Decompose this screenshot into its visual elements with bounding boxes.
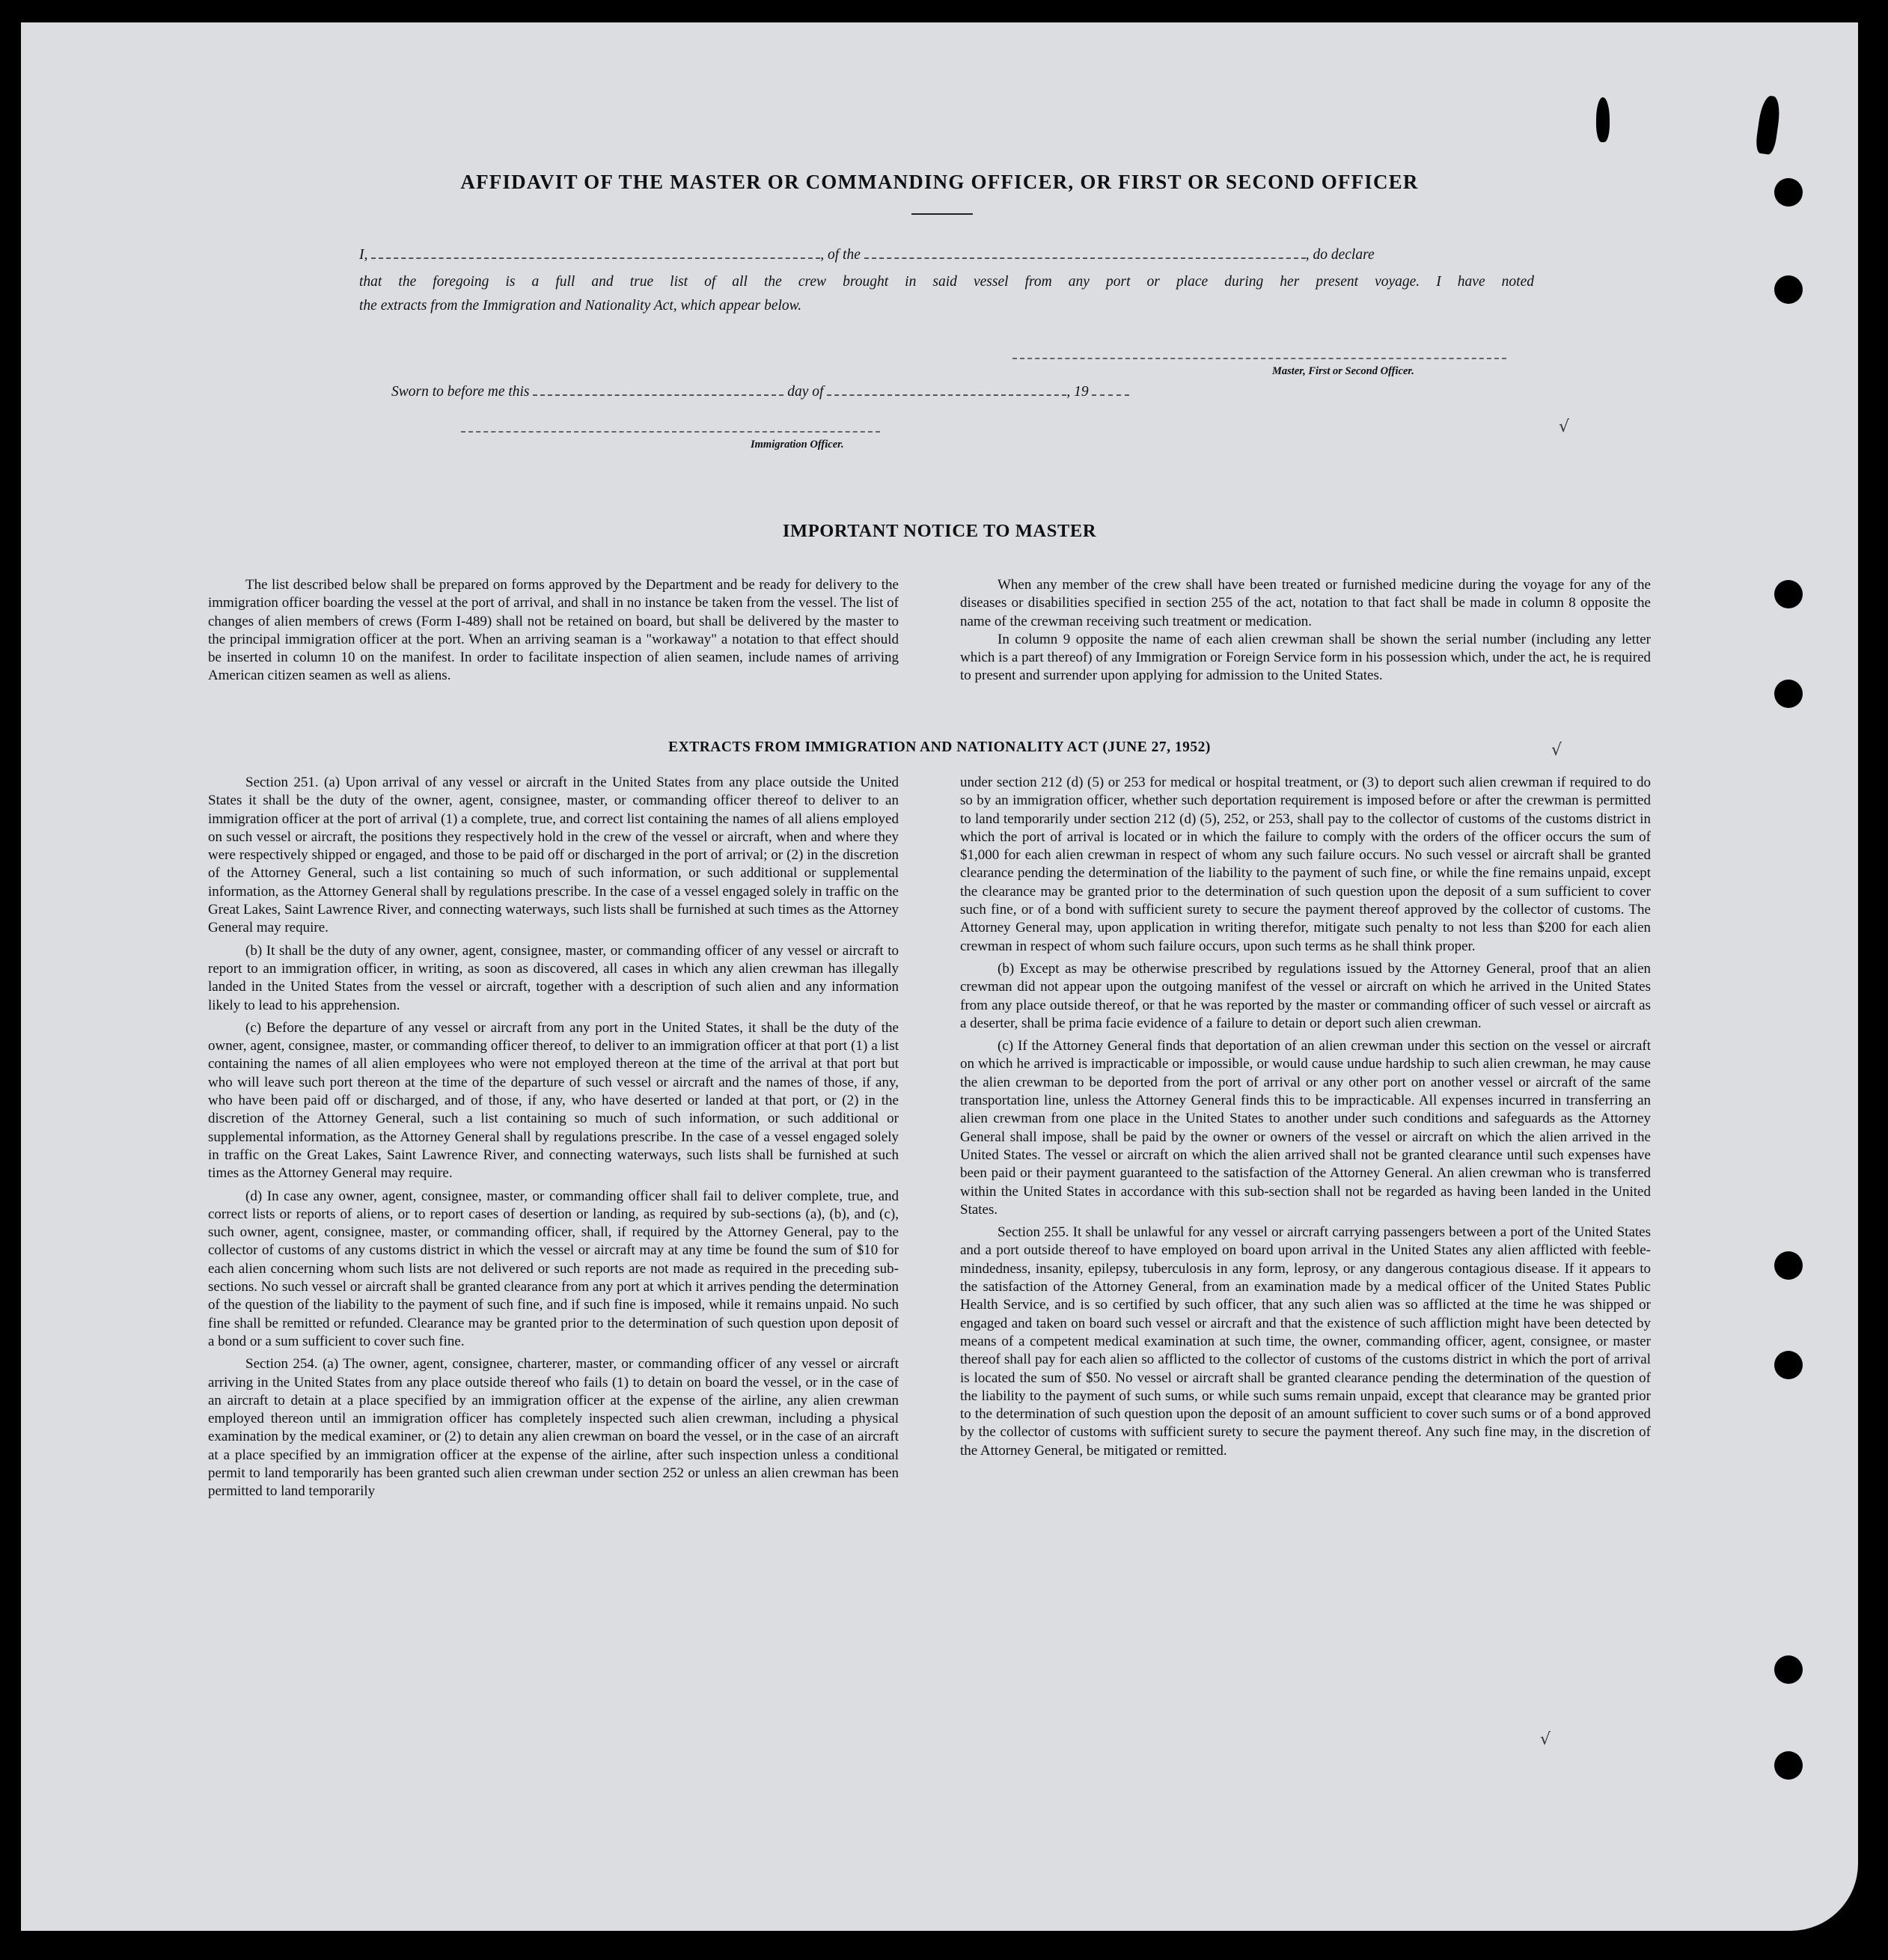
section-254-b: (b) Except as may be otherwise prescribed by regulations issued by the Attorney General, proof that an alien crewman did not appear upon the outgoing manifest of the vessel or aircraft on which he arrived in the United States from any place outside thereof, or that he was reported by the master or commanding officer of such vessel or aircraft as a deserter, shall be prima facie evidence of a failure to detain or deport such alien crewman.: [960, 960, 1651, 1031]
sworn-day-of: day of: [787, 384, 824, 400]
master-signature-label: Master, First or Second Officer.: [1272, 365, 1414, 377]
binder-hole: [1774, 1251, 1803, 1280]
check-mark: √: [1540, 1730, 1551, 1749]
extracts-left-column: [208, 774, 899, 1506]
binder-hole: [1774, 275, 1803, 304]
binder-hole: [1774, 580, 1803, 608]
sworn-prefix: Sworn to before me this: [391, 384, 530, 400]
punch-mark: [1755, 95, 1782, 156]
check-mark: √: [1551, 741, 1562, 760]
section-254-c: (c) If the Attorney General finds that deportation of an alien crewman under this section on the vessel or aircraft on which he arrived is impracticable or impossible, or would cause undue hardship to such alien crewman, he may cause the alien crewman to be deported from the port of arrival or any other port on another vessel or aircraft of the same transportation line, unless the Attorney General finds this to be impracticable. All expenses incurred in transferring an alien crewman from one place in the United States to another under such conditions and safeguards as the Attorney General shall impose, shall be paid by the owner or owners of the vessel or aircraft on which the alien arrived in the United States. The vessel or aircraft on which the alien arrived shall not be granted clearance until such expenses have been paid or their payment guaranteed to the satisfaction of the Attorney General. An alien crewman who is transferred within the United States in accordance with this sub-section shall not be regarded as having been landed in the United States.: [960, 1038, 1651, 1218]
punch-mark: [1596, 97, 1610, 142]
binder-hole: [1774, 1655, 1803, 1684]
declaration-i: I,: [359, 247, 368, 263]
master-signature-line[interactable]: [1012, 358, 1506, 359]
declaration-of-the: , of the: [820, 247, 861, 263]
sworn-line: [391, 384, 1129, 400]
document-page: [21, 22, 1858, 1931]
declaration-declare: , do declare: [1305, 247, 1375, 263]
binder-hole: [1774, 1751, 1803, 1780]
immigration-officer-label: Immigration Officer.: [751, 439, 844, 451]
section-254-a-continued: under section 212 (d) (5) or 253 for medical or hospital treatment, or (3) to deport such alien crewman if required to do so by an immigration officer, whether such deportation requirement is imposed before or after the crewman is permitted to land temporarily under section 212 (d) (5), 252, or 253, shall pay to the collector of customs of the customs district in which the port of arrival is located or in which the failure to comply with the orders of the officer occurs the sum of $1,000 for each alien crewman in respect of whom any such failure occurs. No such vessel or aircraft shall be granted clearance pending the determination of the liability to the payment of such fine, or while the fine remains unpaid, except the clearance may be granted prior to the determination of such question upon the deposit of a sum sufficient to cover such fine, or of a bond with sufficient surety to secure the payment thereof approved by the collector of customs. The Attorney General may, upon application in writing therefor, mitigate such penalty to not less than $200 for each alien crewman in respect of whom such failure occurs, upon such terms as he shall think proper.: [960, 775, 1651, 954]
name-field[interactable]: [371, 247, 820, 259]
binder-hole: [1774, 1351, 1803, 1379]
sworn-day-field[interactable]: [533, 384, 783, 396]
notice-right-paragraph: When any member of the crew shall have been treated or furnished medicine during the voyage for any of the diseases or disabilities specified in section 255 of the act, notation to that fact shall be made in column 8 opposite the name of the crewman receiving such treatment or medication.: [960, 577, 1651, 629]
binder-hole: [1774, 680, 1803, 708]
section-251-c: (c) Before the departure of any vessel or aircraft from any port in the United States, it shall be the duty of the owner, agent, consignee, master, or commanding officer thereof, to deliver to an immigration officer at that port (1) a list containing the names of all alien employees who were not employed thereon at the time of the arrival at that port but who will leave such port thereon at the time of the departure of such vessel or aircraft and the names of those, if any, who have been paid off or discharged, and of those, if any, who have deserted or landed at that port, or (2) in the discretion of the Attorney General, such a list containing so much of such information, or such additional or supplemental information, as the Attorney General shall by regulations prescribe. In the case of a vessel engaged solely in traffic on the Great Lakes, Saint Lawrence River, and connecting waterways, such lists shall be furnished at such times as the Attorney General may require.: [208, 1019, 899, 1182]
affidavit-title: AFFIDAVIT OF THE MASTER OR COMMANDING OFFICER, OR FIRST OR SECOND OFFICER: [460, 171, 1419, 193]
sworn-year: , 19: [1066, 384, 1089, 400]
title-rule: [911, 213, 973, 215]
check-mark: √: [1559, 418, 1570, 436]
section-251-d: (d) In case any owner, agent, consignee, master, or commanding officer shall fail to deliver complete, true, and correct lists or reports of aliens, or to report cases of desertion or landing, as required by sub-sections (a), (b), and (c), such owner, agent, consignee, master, or commanding officer, shall, if required by the Attorney General, pay to the collector of customs of any customs district in which the vessel or aircraft may at any time be found the sum of $10 for each alien concerning whom such lists are not delivered or such reports are not made as required in the preceding sub-sections. No such vessel or aircraft shall be granted clearance from any port at which it arrives pending the determination of the question of the liability to the payment of such fine, and if such fine is imposed, while it remains unpaid. No such fine shall be remitted or refunded. Clearance may be granted prior to the determination of such question upon deposit of a bond or a sum sufficient to cover such fine.: [208, 1188, 899, 1349]
section-254-a: Section 254. (a) The owner, agent, consignee, charterer, master, or commanding officer of any vessel or aircraft arriving in the United States from any place outside thereof who fails (1) to detain on board the vessel, or in the case of an aircraft to detain at a place specified by an immigration officer at the expense of the airline, any alien crewman employed thereon until an immigration officer has completely inspected such alien crewman, including a physical examination by the medical examiner, or (2) to detain any alien crewman on board the vessel, or in the case of an aircraft at a place specified by an immigration officer at the expense of the airline, after such inspection unless a conditional permit to land temporarily has been granted such alien crewman under section 252 or unless an alien crewman has been permitted to land temporarily: [208, 1356, 899, 1500]
notice-left-paragraph: The list described below shall be prepared on forms approved by the Department and be ready for delivery to the immigration officer boarding the vessel at the port of arrival, and shall in no instance be taken from the vessel. The list of changes of alien members of crews (Form I-489) shall not be retained on board, but shall be delivered by the master to the principal immigration officer at the port. When an arriving seaman is a "workaway" a notation to that effect should be inserted in column 10 on the manifest. In order to facilitate inspection of alien seamen, include names of arriving American citizen seamen as well as aliens.: [208, 577, 899, 684]
sworn-month-field[interactable]: [827, 384, 1066, 396]
immigration-officer-signature-line[interactable]: [461, 431, 880, 433]
notice-right-paragraph: In column 9 opposite the name of each alien crewman shall be shown the serial number (including any letter which is a part thereof) of any Immigration or Foreign Service form in his possession which, under the act, he is required to present and surrender upon applying for admission to the United States.: [960, 631, 1651, 684]
vessel-field[interactable]: [864, 247, 1306, 259]
extracts-heading: EXTRACTS FROM IMMIGRATION AND NATIONALITY ACT (JUNE 27, 1952): [668, 739, 1211, 755]
section-255: Section 255. It shall be unlawful for any vessel or aircraft carrying passengers between a port of the United States and a port outside thereof to have employed on board upon arrival in the United States any alien afflicted with feeble-mindedness, insanity, epilepsy, tuberculosis in any form, leprosy, or any dangerous contagious disease. If it appears to the satisfaction of the Attorney General, from an examination made by a medical officer of the United States Public Health Service, and is so certified by such officer, that any such alien was so afflicted at the time he was shipped or engaged and taken on board such vessel or aircraft and that the existence of such affliction might have been detected by means of a competent medical examination at such time, the owner, commanding officer, agent, consignee, or master thereof shall pay for each alien so afflicted to the collector of customs of the customs district in which the port of arrival is located the sum of $50. No vessel or aircraft shall be granted clearance pending the determination of the question of the liability to the payment of such sums, or while such sums remain unpaid, except that clearance may be granted prior to the determination of such question upon the deposit of an amount sufficient to cover such sums or of a bond approved by the collector of customs with sufficient surety to secure the payment thereof. Any such fine may, in the discretion of the Attorney General, be mitigated or remitted.: [960, 1224, 1651, 1459]
notice-heading: IMPORTANT NOTICE TO MASTER: [782, 521, 1097, 541]
declaration-line-1: [359, 247, 1534, 263]
declaration-line-2: that the foregoing is a full and true list of all the crew brought in said vessel from any port or place during her present voyage. I have noted: [359, 274, 1534, 290]
sworn-year-field[interactable]: [1092, 384, 1129, 396]
section-251-a: Section 251. (a) Upon arrival of any vessel or aircraft in the United States from any place outside the United States it shall be the duty of the owner, agent, consignee, master, or commanding officer thereof to deliver to an immigration officer at the port of arrival (1) a complete, true, and correct list containing the names of all aliens employed on such vessel or aircraft, the positions they respectively hold in the crew of the vessel or aircraft, when and where they were respectively shipped or engaged, and those to be paid off or discharged in the port of arrival; or (2) in the discretion of the Attorney General, such a list containing so much of such information, or such additional or supplemental information, as the Attorney General shall by regulations prescribe. In the case of a vessel engaged solely in traffic on the Great Lakes, Saint Lawrence River, and connecting waterways, such lists shall be furnished at such times as the Attorney General may require.: [208, 775, 899, 936]
notice-left-column: [208, 576, 899, 686]
extracts-right-column: [960, 774, 1651, 1465]
section-251-b: (b) It shall be the duty of any owner, agent, consignee, master, or commanding officer of any vessel or aircraft to report to an immigration officer, in writing, as soon as discovered, all cases in which any alien crewman has illegally landed in the United States from the vessel or aircraft, together with a description of such alien and any information likely to lead to his apprehension.: [208, 942, 899, 1013]
notice-right-column: [960, 576, 1651, 686]
declaration-line-3: the extracts from the Immigration and Nationality Act, which appear below.: [359, 298, 802, 314]
